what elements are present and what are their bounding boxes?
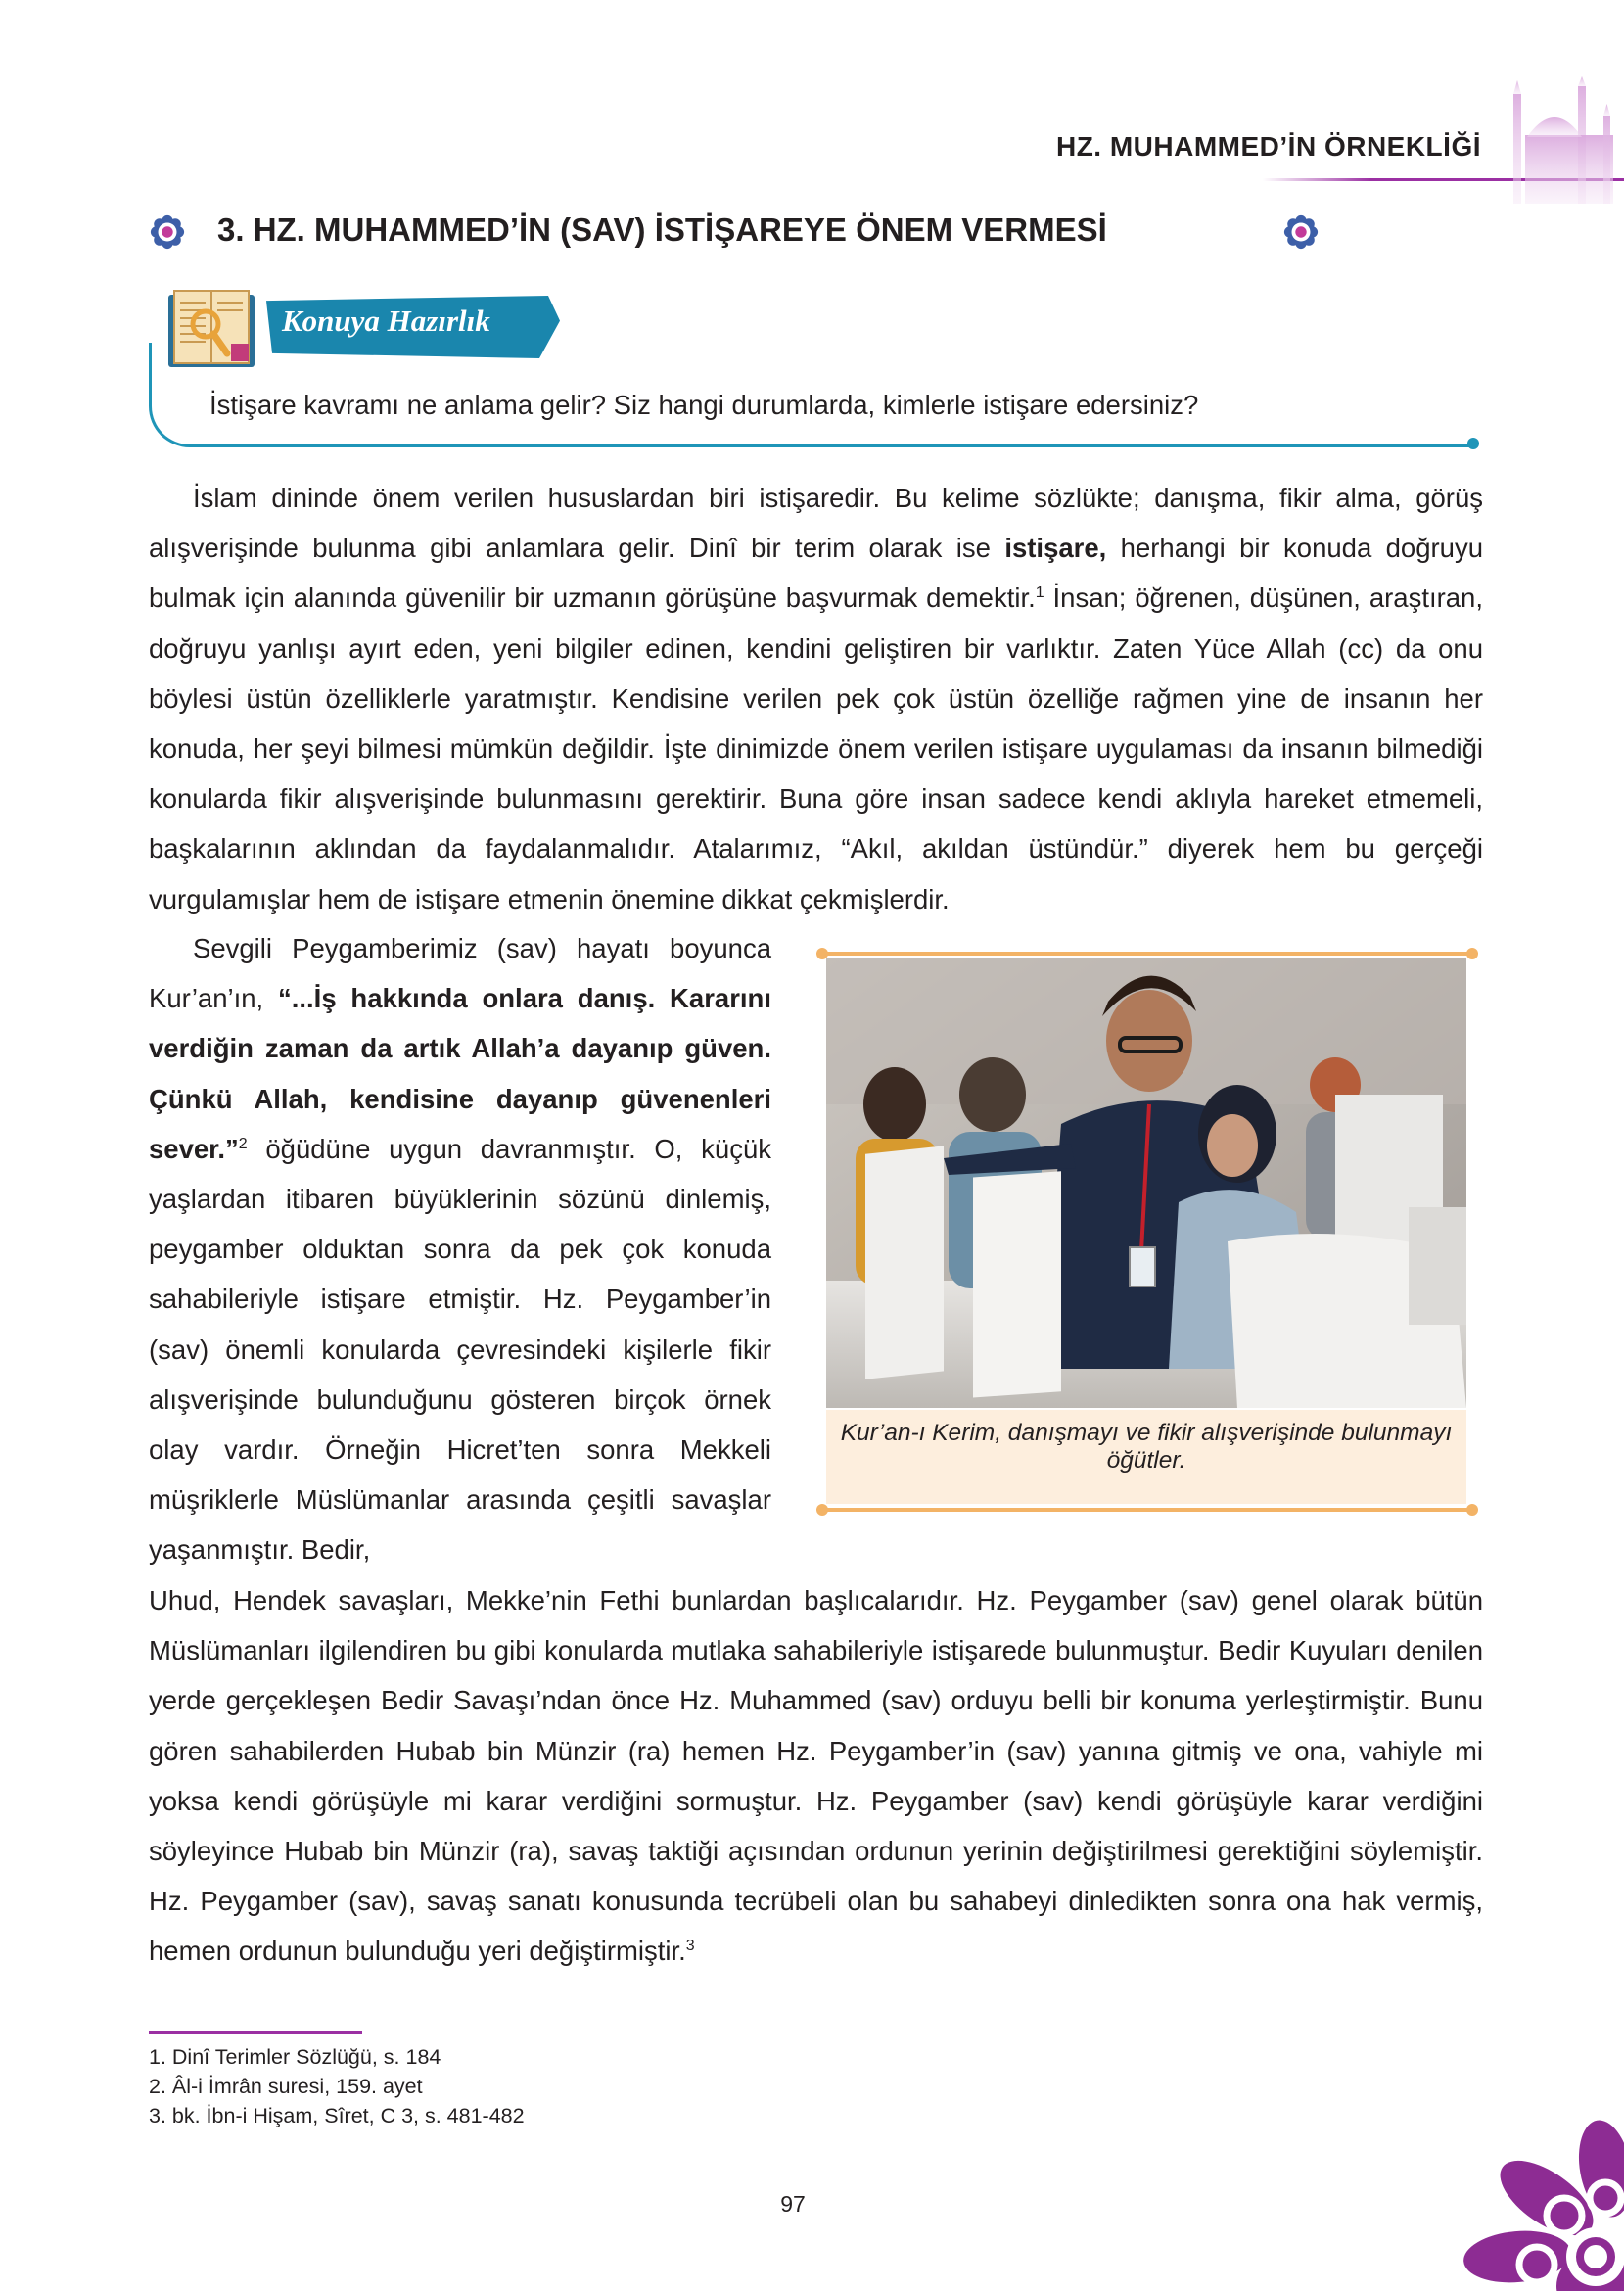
section-title: 3. HZ. MUHAMMED’İN (SAV) İSTİŞAREYE ÖNEM VERMESİ	[217, 211, 1107, 248]
footnote: 2. Âl-i İmrân suresi, 159. ayet	[149, 2075, 423, 2098]
figure-top-rule	[820, 952, 1474, 956]
prep-question: İstişare kavramı ne anlama gelir? Siz hangi durumlarda, kimlerle istişare edersiniz?	[209, 390, 1199, 420]
corner-flower-icon	[1459, 2120, 1624, 2291]
prep-frame-dot	[1467, 438, 1479, 449]
footnote: 1. Dinî Terimler Sözlüğü, s. 184	[149, 2045, 441, 2069]
paragraph-2	[149, 923, 771, 1575]
topic-preparation-box	[147, 284, 1488, 460]
footnote-ref: 3	[685, 1938, 695, 1955]
running-header: HZ. MUHAMMED’İN ÖRNEKLİĞİ	[1055, 131, 1481, 162]
section-heading	[145, 208, 1320, 257]
photo-figure	[820, 948, 1474, 1516]
footnotes	[149, 2042, 525, 2130]
text-run: İnsan; öğrenen, düşünen, araştıran, doğruyu yanlışı ayırt eden, yeni bilgiler edinen, kendini geliştiren bir varlıktır. Zaten Yüce Allah (cc) da onu böylesi üstün özelliklerle yaratmıştır. Kendisine verilen pek çok üstün özelliğe rağmen yine de insanın her konuda, her şeyi bilmesi mümkün değildir. İşte dinimizde önem verilen istişare uygulaması da insanın bilmediği konularda fikir alışverişinde bulunmasını gerektirir. Buna göre insan sadece kendi aklıyla hareket etmemeli, başkalarının aklından da faydalanmalıdır. Atalarımız, “Akıl, akıldan üstündür.” diyerek hem bu gerçeği vurgulamışlar hem de istişare etmenin önemine dikkat çekmişlerdir.	[149, 583, 1483, 914]
prep-banner-label: Konuya Hazırlık	[282, 304, 490, 338]
caption-box	[826, 1410, 1466, 1504]
figure-bottom-rule	[820, 1508, 1474, 1512]
text-run: Uhud, Hendek savaşları, Mekke’nin Fethi bunlardan başlıcalarıdır. Hz. Peygamber (sav) genel olarak bütün Müslümanları ilgilendiren bu gibi konularda mutlaka sahabileriyle istişarede bulunmuştur. Bedir Kuyuları denilen yerde gerçekleşen Bedir Savaşı’ndan önce Hz. Muhammed (sav) orduyu belli bir konuma yerleştirmiştir. Bunu gören sahabilerden Hubab bin Münzir (ra) hemen Hz. Peygamber’in (sav) yanına gitmiş ve ona, vahiyle mi yoksa kendi görüşüyle mi karar verdiğini sormuştur. Hz. Peygamber (sav) kendi görüşüyle karar verdiğini söyleyince Hubab bin Münzir (ra), savaş taktiği açısından ordunun yerinin değiştirilmesi gerektiğini söylemiştir. Hz. Peygamber (sav), savaş sanatı konusunda tecrübeli olan bu sahabeyi dinledikten sonra ona hak vermiş, hemen ordunun bulunduğu yeri değiştirmiştir.	[149, 1585, 1483, 1967]
text-run: Sevgili Peygamberimiz (sav) hayatı boyunca Kur’an’ın,	[149, 933, 771, 1014]
page-number: 97	[780, 2191, 806, 2217]
paragraph-1	[149, 473, 1483, 924]
figure-rule-dot	[1466, 1504, 1478, 1516]
text-run: öğüdüne uygun davranmıştır. O, küçük yaşlardan itibaren büyüklerinin sözünü dinlemiş, peygamber olduktan sonra da pek çok konuda sahabileriyle istişare etmiştir. Hz. Peygamber’in (sav) önemli konularda çevresindeki kişilerle fikir alışverişinde bulunduğunu gösteren birçok örnek olay vardır. Örneğin Hicret’ten sonra Mekkeli müşriklerle Müslümanlar arasında çeşitli savaşlar yaşanmıştır. Bedir,	[149, 1133, 771, 1566]
classroom-photo	[826, 958, 1466, 1408]
bold-term: istişare,	[1004, 533, 1107, 564]
footnote-ref: 2	[238, 1135, 248, 1152]
footnote-ref: 1	[1035, 584, 1044, 602]
paragraph-3	[149, 1575, 1483, 1977]
mosque-icon	[1506, 76, 1623, 204]
photo-caption: Kur’an-ı Kerim, danışmayı ve fikir alışverişinde bulunmayı öğütler.	[840, 1420, 1453, 1473]
book-magnifier-icon	[166, 289, 259, 372]
quran-quote: “...İş hakkında onlara danış. Kararını verdiğin zaman da artık Allah’a dayanıp güven. Çünkü Allah, kendisine dayanıp güvenenleri sever.”	[149, 983, 771, 1164]
text-run: İslam dininde önem verilen hususlardan biri istişaredir. Bu kelime sözlükte; danışma, fikir alma, görüş alışverişinde bulunma gibi anlamlara gelir. Dinî bir terim olarak ise	[149, 483, 1483, 564]
footnote: 3. bk. İbn-i Hişam, Sîret, C 3, s. 481-482	[149, 2104, 525, 2127]
flower-bullet-icon	[1282, 213, 1320, 251]
text-run: herhangi bir konuda doğruyu bulmak için alanında güvenilir bir uzmanın görüşüne başvurmak demektir.	[149, 533, 1483, 614]
figure-rule-dot	[816, 1504, 828, 1516]
flower-bullet-icon	[149, 213, 186, 251]
footnote-rule	[149, 2031, 362, 2034]
figure-rule-dot	[1466, 948, 1478, 959]
